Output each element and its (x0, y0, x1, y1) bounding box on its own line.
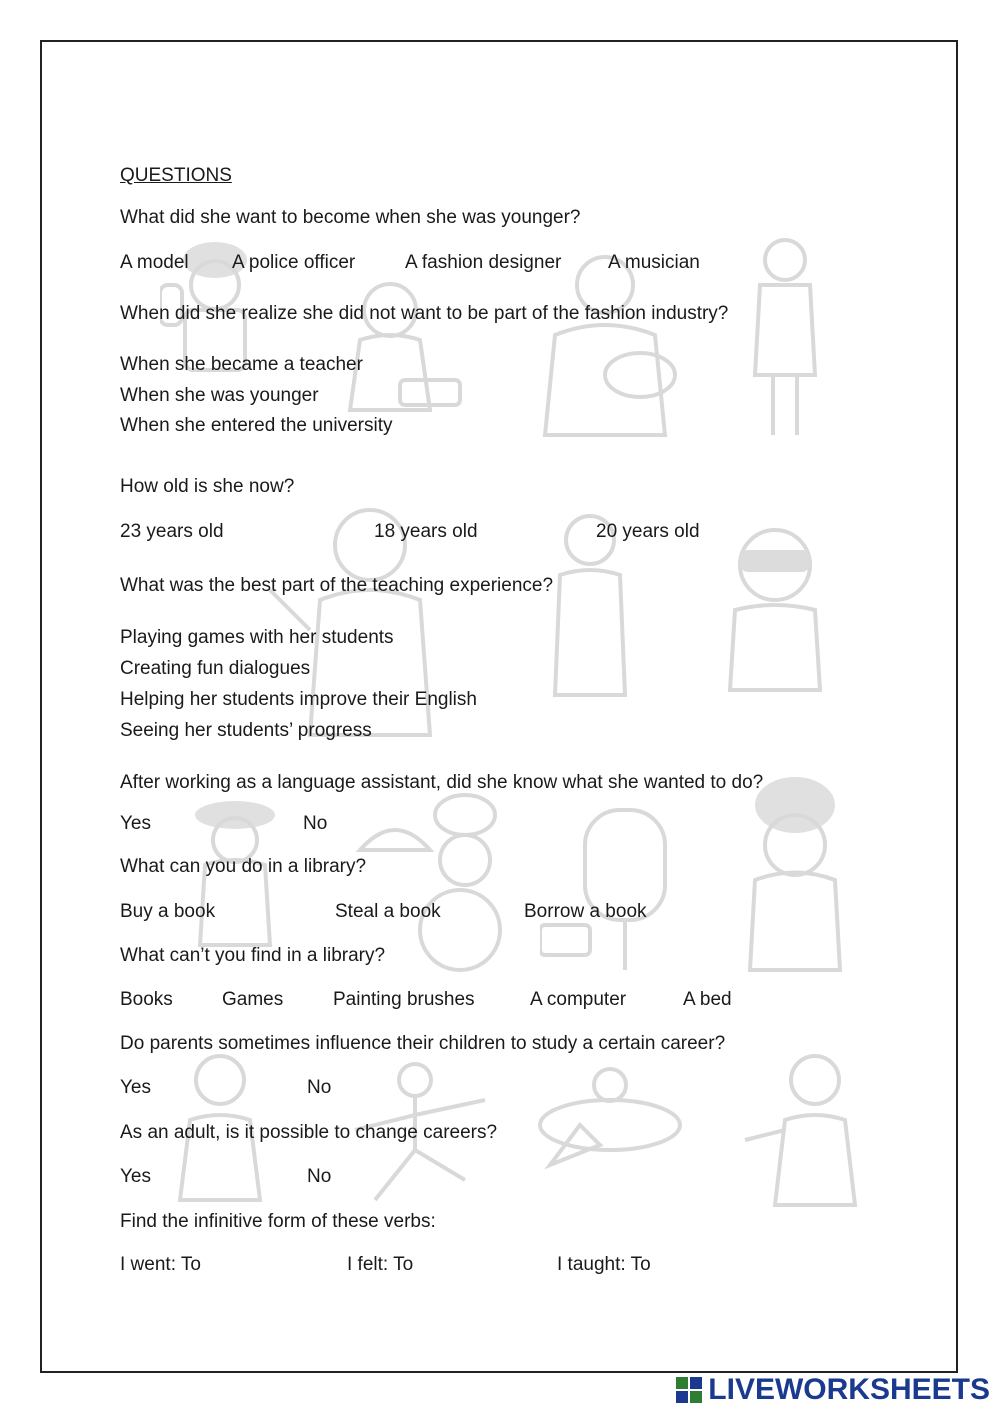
question-6: What can you do in a library? (120, 856, 367, 877)
q7-option-5: A bed (683, 989, 732, 1010)
q4-option-2: Creating fun dialogues (120, 658, 311, 679)
question-1: What did she want to become when she was younger? (120, 207, 581, 228)
q8-option-no: No (307, 1077, 332, 1098)
question-5: After working as a language assistant, did she know what she wanted to do? (120, 772, 764, 793)
q1-option-2: A police officer (232, 252, 356, 273)
q9-option-no: No (307, 1166, 332, 1187)
worker-icon (715, 770, 865, 975)
scientist-icon (705, 520, 845, 695)
singer-icon (735, 1050, 885, 1210)
question-4: What was the best part of the teaching experience? (120, 575, 554, 596)
q4-option-1: Playing games with her students (120, 627, 394, 648)
q3-option-3: 20 years old (596, 521, 700, 542)
q2-option-1: When she became a teacher (120, 354, 363, 375)
q4-option-3: Helping her students improve their English (120, 689, 477, 710)
q6-option-1: Buy a book (120, 901, 216, 922)
q6-option-3: Borrow a book (524, 901, 647, 922)
q1-option-1: A model (120, 252, 189, 273)
q2-option-3: When she entered the university (120, 415, 393, 436)
mechanic-icon (540, 800, 710, 975)
q5-option-yes: Yes (120, 813, 151, 834)
q3-option-2: 18 years old (374, 521, 478, 542)
question-10: Find the infinitive form of these verbs: (120, 1211, 436, 1232)
q7-option-4: A computer (530, 989, 627, 1010)
q3-option-1: 23 years old (120, 521, 224, 542)
vet-icon (525, 245, 695, 440)
q7-option-3: Painting brushes (333, 989, 475, 1010)
pilot-icon (520, 1055, 700, 1175)
question-7: What can’t you find in a library? (120, 945, 386, 966)
question-3: How old is she now? (120, 476, 295, 497)
police-officer-icon (160, 225, 270, 375)
q7-option-2: Games (222, 989, 284, 1010)
q1-option-3: A fashion designer (405, 252, 562, 273)
q8-option-yes: Yes (120, 1077, 151, 1098)
telephone-lady-icon (330, 270, 470, 420)
q2-option-2: When she was younger (120, 385, 319, 406)
q6-option-2: Steal a book (335, 901, 441, 922)
q4-option-4: Seeing her students’ progress (120, 720, 372, 741)
q10-item-1: I went: To (120, 1254, 201, 1275)
q1-option-4: A musician (608, 252, 700, 273)
q10-item-3: I taught: To (557, 1254, 651, 1275)
brand-text: LIVEWORKSHEETS (708, 1373, 990, 1406)
liveworksheets-brand (676, 1373, 990, 1407)
nurse-icon (745, 225, 825, 440)
liveworksheets-logo-icon (676, 1377, 702, 1403)
q9-option-yes: Yes (120, 1166, 151, 1187)
q5-option-no: No (303, 813, 328, 834)
section-heading: QUESTIONS (120, 165, 232, 186)
q10-item-2: I felt: To (347, 1254, 414, 1275)
question-2: When did she realize she did not want to be part of the fashion industry? (120, 303, 729, 324)
question-8: Do parents sometimes influence their children to study a certain career? (120, 1033, 726, 1054)
q7-option-1: Books (120, 989, 173, 1010)
question-9: As an adult, is it possible to change careers? (120, 1122, 498, 1143)
